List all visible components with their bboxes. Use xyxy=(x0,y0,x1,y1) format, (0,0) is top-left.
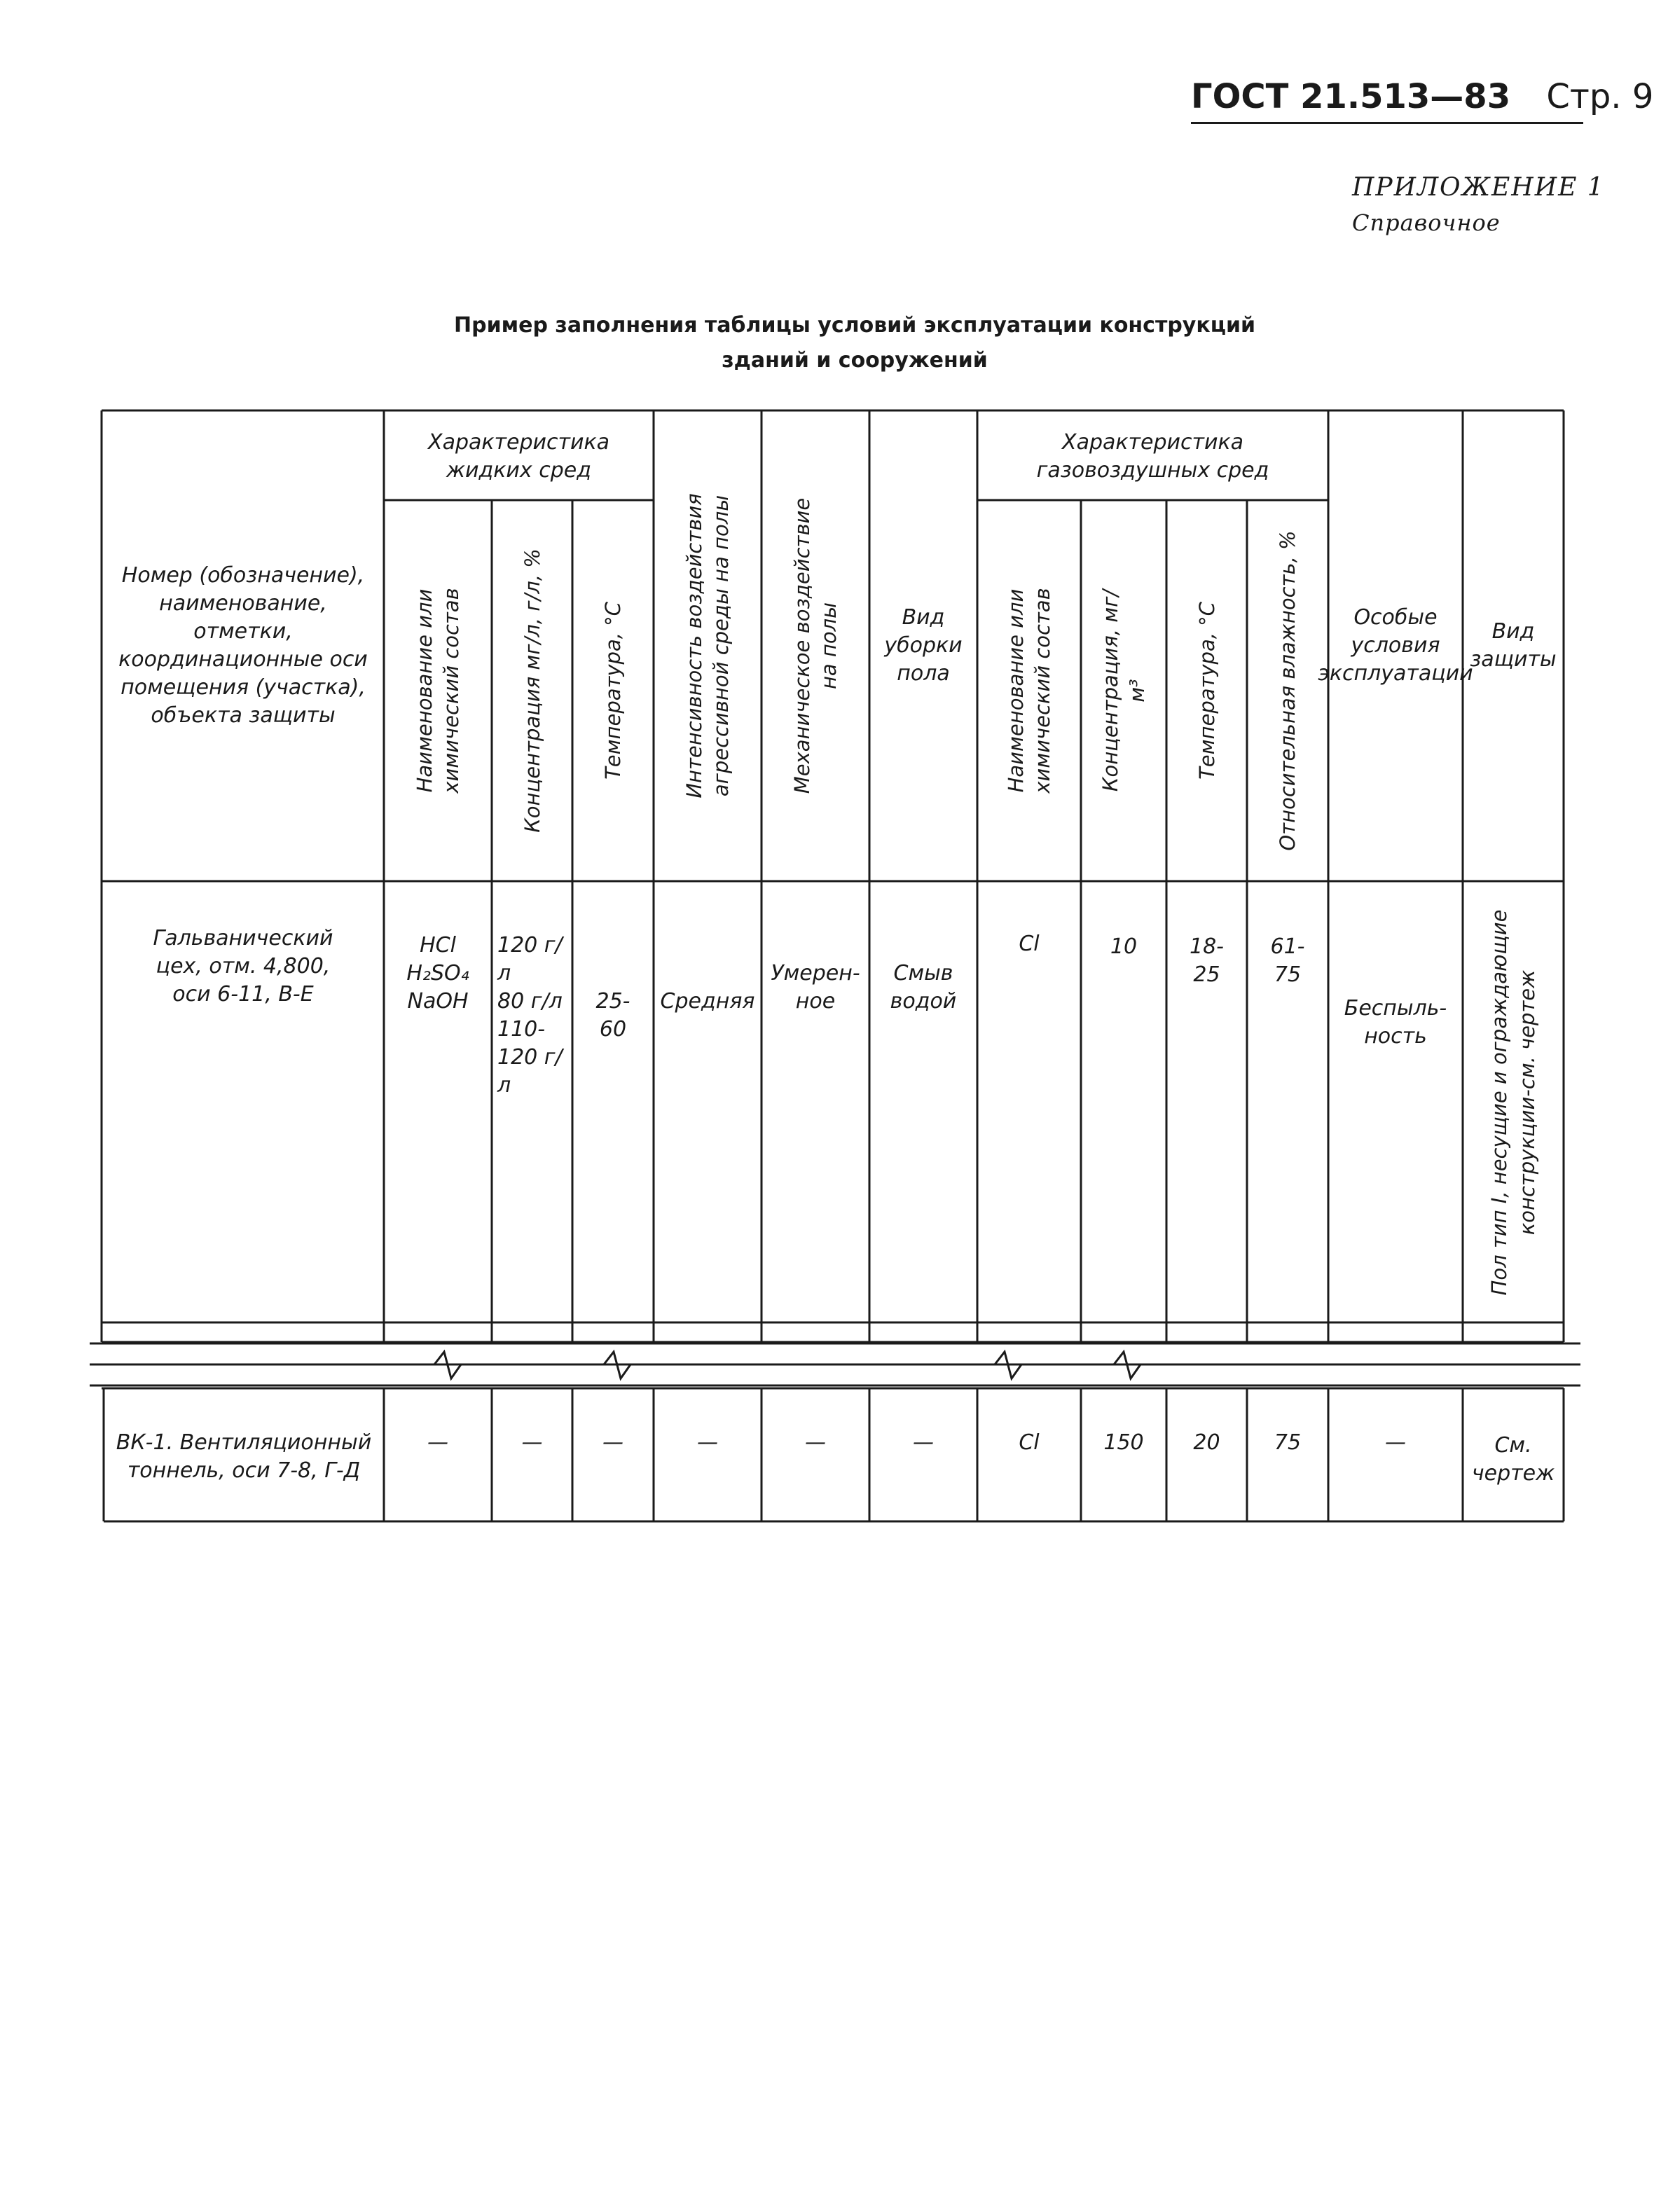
header-gas-group xyxy=(977,413,1328,500)
page-number: Стр. 9 xyxy=(1546,77,1654,116)
row2-gas-name xyxy=(977,1429,1081,1457)
row1-cleaning xyxy=(869,960,977,1016)
appendix-label: ПРИЛОЖЕНИЕ 1 xyxy=(1352,173,1605,202)
row1-cleaning-line: Смыв xyxy=(893,961,953,986)
row2-special-text: — xyxy=(1385,1430,1406,1455)
header-liquid-temp xyxy=(572,500,654,881)
row1-special-line: Беспыль- xyxy=(1344,996,1447,1021)
header-liquid-conc xyxy=(492,500,572,881)
header-gas-conc xyxy=(1081,500,1166,881)
table-title-line-1: Пример заполнения таблицы условий эксплуатации конструкций xyxy=(454,313,1255,338)
row2-protection xyxy=(1463,1432,1564,1488)
row2-gas-name-text: Cl xyxy=(1019,1430,1040,1455)
table-title-line-2: зданий и сооружений xyxy=(722,348,988,373)
header-cleaning-text: Вид уборки пола xyxy=(884,605,963,686)
header-gas-name-text: Наименование или химический состав xyxy=(1004,588,1054,794)
row1-special-line: ность xyxy=(1364,1024,1427,1049)
row1-gas-temp-line: 18- xyxy=(1190,934,1224,959)
row2-protection-line: чертеж xyxy=(1471,1461,1555,1486)
row2-gas-conc xyxy=(1081,1429,1166,1457)
row1-mechanical-line: Умерен- xyxy=(771,961,860,986)
row2-liquid-conc-text: — xyxy=(521,1430,543,1455)
header-gas-humidity-text: Относительная влажность, % xyxy=(1276,530,1300,851)
row1-cleaning-line: водой xyxy=(890,989,957,1014)
row1-liquid-conc-line: 120 г/л xyxy=(497,1045,563,1098)
row1-gas-conc-text: 10 xyxy=(1110,934,1138,959)
row1-gas-temp-line: 25 xyxy=(1193,962,1220,987)
header-special-conditions xyxy=(1318,410,1473,881)
row2-intensity xyxy=(654,1429,761,1457)
row1-mechanical xyxy=(761,960,869,1016)
row2-special xyxy=(1328,1429,1463,1457)
header-intensity xyxy=(654,410,761,881)
row2-object xyxy=(105,1429,383,1485)
row2-gas-temp-text: 20 xyxy=(1193,1430,1220,1455)
header-liquid-name-text: Наименование или химический состав xyxy=(413,588,463,794)
row1-protection-line: конструкции-см. чертеж xyxy=(1515,969,1539,1236)
header-object-number xyxy=(104,410,383,881)
row1-object-line: цех, отм. 4,800, xyxy=(156,954,331,979)
header-liquid-group xyxy=(384,413,654,500)
row2-cleaning xyxy=(869,1429,977,1457)
row1-object-line: оси 6-11, В-Е xyxy=(172,982,314,1007)
header-cleaning xyxy=(869,410,977,881)
row1-gas-name-text: Cl xyxy=(1019,932,1040,956)
header-mechanical xyxy=(761,410,869,881)
row1-protection-text xyxy=(1485,910,1541,1296)
row1-liquid-temp xyxy=(572,988,654,1044)
header-liquid-temp-text: Температура, °С xyxy=(601,602,625,780)
row2-gas-temp xyxy=(1166,1429,1247,1457)
row1-liquid-temp-line: 25- xyxy=(595,989,630,1014)
header-gas-humidity xyxy=(1247,500,1328,881)
row1-object xyxy=(104,925,383,1009)
row2-gas-humidity-text: 75 xyxy=(1274,1430,1302,1455)
row2-protection-line: См. xyxy=(1494,1433,1532,1458)
document-code: ГОСТ 21.513—83 xyxy=(1191,77,1511,116)
row1-liquid-name-line: H₂SO₄ xyxy=(406,961,469,986)
header-protection-text: Вид защиты xyxy=(1470,619,1557,672)
row1-special xyxy=(1328,995,1463,1051)
row1-liquid-temp-line: 60 xyxy=(599,1017,627,1042)
row2-liquid-temp-text: — xyxy=(602,1430,623,1455)
row2-liquid-conc xyxy=(492,1429,572,1457)
header-protection xyxy=(1463,410,1564,881)
header-liquid-name xyxy=(384,500,492,881)
row1-intensity xyxy=(654,988,761,1016)
row2-gas-humidity xyxy=(1247,1429,1328,1457)
row1-liquid-name-line: NaOH xyxy=(407,989,469,1014)
row2-liquid-name-text: — xyxy=(427,1430,448,1455)
row2-mechanical xyxy=(761,1429,869,1457)
header-liquid-conc-text: Концентрация мг/л, г/л, % xyxy=(520,548,544,833)
row1-intensity-text: Средняя xyxy=(660,989,755,1014)
row1-liquid-conc xyxy=(492,932,572,1100)
header-gas-name xyxy=(977,500,1081,881)
header-special-conditions-text: Особые условия эксплуатации xyxy=(1318,605,1473,686)
row1-gas-temp xyxy=(1166,933,1247,989)
row1-object-line: Гальванический xyxy=(153,926,333,951)
row2-gas-conc-text: 150 xyxy=(1103,1430,1144,1455)
header-gas-conc-text: Концентрация, мг/м³ xyxy=(1098,589,1149,792)
row2-object-line: тоннель, оси 7-8, Г-Д xyxy=(127,1458,361,1483)
header-gas-temp-text: Температура, °С xyxy=(1194,602,1219,780)
row1-liquid-name-line: HCl xyxy=(420,933,456,958)
row1-liquid-conc-line: 120 г/л xyxy=(497,933,563,986)
header-gas-group-text: Характеристика газовоздушных сред xyxy=(1036,430,1269,483)
row1-mechanical-line: ное xyxy=(795,989,836,1014)
row1-liquid-conc-line: 110- xyxy=(497,1017,546,1042)
appendix-type: Справочное xyxy=(1352,209,1501,236)
header-object-number-text: Номер (обозначение), наименование, отметки, координационные оси помещения (участка), объекта защиты xyxy=(118,563,368,728)
row2-object-line: ВК-1. Вентиляционный xyxy=(116,1430,372,1455)
header-gas-temp xyxy=(1166,500,1247,881)
row2-mechanical-text: — xyxy=(805,1430,826,1455)
header-intensity-text: Интенсивность воздействия агрессивной среды на полы xyxy=(682,493,733,799)
row1-liquid-name xyxy=(384,932,492,1016)
row2-intensity-text: — xyxy=(697,1430,718,1455)
header-mechanical-text: Механическое воздействие на полы xyxy=(790,497,841,794)
row1-gas-humidity-line: 61- xyxy=(1270,934,1305,959)
row1-gas-humidity xyxy=(1247,933,1328,989)
row1-liquid-conc-line: 80 г/л xyxy=(497,989,563,1014)
row2-cleaning-text: — xyxy=(913,1430,934,1455)
row1-protection xyxy=(1463,884,1564,1321)
row1-gas-name xyxy=(977,930,1081,958)
row1-gas-conc xyxy=(1081,933,1166,961)
row1-protection-line: Пол тип I, несущие и ограждающие xyxy=(1487,909,1511,1296)
row2-liquid-name xyxy=(384,1429,492,1457)
header-liquid-group-text: Характеристика жидких сред xyxy=(428,430,609,483)
row2-liquid-temp xyxy=(572,1429,654,1457)
row1-gas-humidity-line: 75 xyxy=(1274,962,1302,987)
